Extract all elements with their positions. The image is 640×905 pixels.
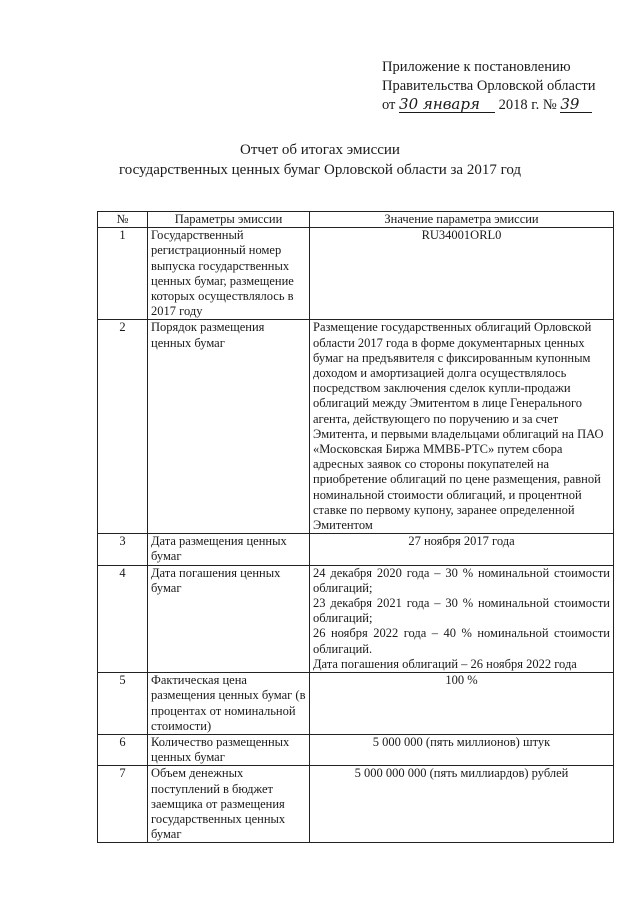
row-parameter: Дата размещения ценных бумаг — [148, 534, 310, 565]
row-parameter: Порядок размещения ценных бумаг — [148, 320, 310, 534]
row-number: 6 — [98, 734, 148, 765]
row-value — [310, 565, 614, 672]
date-year: 2018 г. № — [498, 97, 557, 113]
title-line-1: Отчет об итогах эмиссии — [240, 142, 400, 158]
row-parameter: Государственный регистрационный номер выпуска государственных ценных бумаг, размещение которых осуществлялось в 2017 году — [148, 228, 310, 320]
table-header-row — [98, 212, 614, 228]
header-line-2: Правительства Орловской области — [382, 78, 596, 94]
row-parameter: Дата погашения ценных бумаг — [148, 565, 310, 672]
handwritten-number: 39 — [560, 97, 592, 113]
title-line-2: государственных ценных бумаг Орловской области за 2017 год — [118, 162, 522, 178]
table-row — [98, 673, 614, 735]
row-value: Размещение государственных облигаций Орловской области 2017 года в форме документарных ценных бумаг на предъявителя с фиксированным купонным доходом и амортизацией долга осуществлялось посредством заключения сделок купли-продажи облигаций между Эмитентом в лице Генерального агента, действующего по поручению и за счет Эмитента, и первыми владельцами облигаций на ПАО «Московская Биржа ММВБ-РТС» путем сбора адресных заявок со стороны покупателей на приобретение облигаций по цене размещения, равной номинальной стоимости облигаций, и процентной ставке по первому купону, заранее определенной Эмитентом — [310, 320, 614, 534]
emission-report-table — [97, 211, 614, 843]
row-number: 5 — [98, 673, 148, 735]
table-row — [98, 734, 614, 765]
table-row — [98, 228, 614, 320]
row-value: 27 ноября 2017 года — [310, 534, 614, 565]
row-number: 3 — [98, 534, 148, 565]
table-row — [98, 320, 614, 534]
maturity-line: 23 декабря 2021 года – 30 % номинальной стоимости облигаций; — [313, 596, 610, 626]
row-number: 7 — [98, 766, 148, 843]
row-number: 2 — [98, 320, 148, 534]
maturity-final-date: Дата погашения облигаций – 26 ноября 2022 года — [313, 656, 577, 671]
header-number: № — [98, 212, 148, 228]
row-number: 4 — [98, 565, 148, 672]
approval-header — [382, 58, 596, 115]
row-parameter: Фактическая цена размещения ценных бумаг (в процентах от номинальной стоимости) — [148, 673, 310, 735]
maturity-line: 26 ноября 2022 года – 40 % номинальной стоимости облигаций. — [313, 626, 610, 656]
header-parameter: Параметры эмиссии — [148, 212, 310, 228]
row-value: 5 000 000 (пять миллионов) штук — [310, 734, 614, 765]
header-line-1: Приложение к постановлению — [382, 59, 571, 75]
table-row — [98, 534, 614, 565]
row-value: 5 000 000 000 (пять миллиардов) рублей — [310, 766, 614, 843]
handwritten-date: 30 января — [399, 97, 495, 113]
date-prefix: от — [382, 97, 396, 113]
header-date-line — [382, 96, 596, 115]
row-number: 1 — [98, 228, 148, 320]
document-title — [0, 140, 640, 180]
row-value: 100 % — [310, 673, 614, 735]
table-row — [98, 565, 614, 672]
row-parameter: Объем денежных поступлений в бюджет заемщика от размещения государственных ценных бумаг — [148, 766, 310, 843]
row-value: RU34001ORL0 — [310, 228, 614, 320]
maturity-line: 24 декабря 2020 года – 30 % номинальной стоимости облигаций; — [313, 565, 610, 595]
header-value: Значение параметра эмиссии — [310, 212, 614, 228]
table-row — [98, 766, 614, 843]
row-parameter: Количество размещенных ценных бумаг — [148, 734, 310, 765]
